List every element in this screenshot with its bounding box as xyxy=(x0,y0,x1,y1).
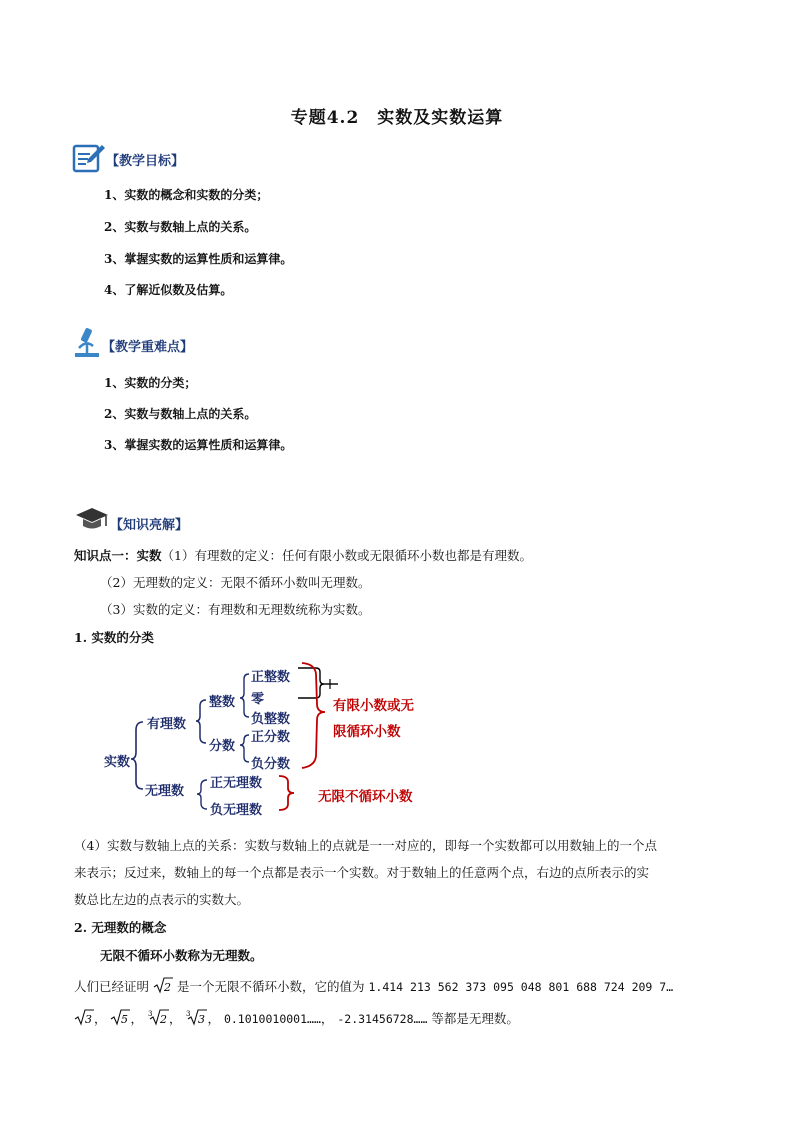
cbrt-3-symbol xyxy=(185,1009,207,1026)
goal-item-4: 4、了解近似数及估算。 xyxy=(104,283,233,297)
keypoint-item-3: 3、掌握实数的运算性质和运算律。 xyxy=(104,438,293,452)
section1-title: 1. 实数的分类 xyxy=(74,630,154,645)
cbrt-2-symbol xyxy=(147,1009,169,1026)
tree-zero: 零 xyxy=(251,692,265,707)
irrational-def: （2）无理数的定义：无限不循环小数叫无理数。 xyxy=(100,575,371,590)
svg-text:3: 3 xyxy=(147,1010,153,1018)
section2-title: 2. 无理数的概念 xyxy=(74,920,167,935)
sqrt2-proof-line xyxy=(74,977,673,995)
tree-root: 实数 xyxy=(104,755,131,770)
goal-item-2: 2、实数与数轴上点的关系。 xyxy=(104,220,257,234)
relation-line-3: 数总比左边的点表示的实数大。 xyxy=(74,892,250,907)
svg-text:2: 2 xyxy=(159,1013,167,1026)
knowledge-heading: 【知识亮解】 xyxy=(110,518,189,533)
example-decimal-1: 0.1010010001…… xyxy=(223,1012,321,1026)
sqrt2-value: 1.414 213 562 373 095 048 801 688 724 209 7… xyxy=(368,980,674,994)
tree-positive-integer: 正整数 xyxy=(251,670,291,685)
keypoint-item-2: 2、实数与数轴上点的关系。 xyxy=(104,407,257,421)
keypoints-heading: 【教学重难点】 xyxy=(102,340,194,355)
sqrt-5-symbol xyxy=(110,1009,130,1026)
irrational-examples-line: 3 ， 5 ， 3 2 ， 3 3 ， 0.1010010001……， -2.31456728…… 等都是无理数。 xyxy=(74,1009,519,1027)
tree-integer: 整数 xyxy=(209,695,236,710)
tree-irrational: 无理数 xyxy=(145,784,185,799)
irrational-definition: 无限不循环小数称为无理数。 xyxy=(100,948,263,963)
tree-negative-irrational: 负无理数 xyxy=(210,803,263,818)
svg-text:3: 3 xyxy=(198,1013,206,1026)
note-finite-line2: 限循环小数 xyxy=(333,724,401,740)
tree-fraction: 分数 xyxy=(209,739,236,754)
real-def: （3）实数的定义：有理数和无理数统称为实数。 xyxy=(100,602,371,617)
tree-negative-integer: 负整数 xyxy=(251,712,291,727)
svg-text:5: 5 xyxy=(121,1013,129,1026)
relation-line-2: 来表示；反过来，数轴上的每一个点都是表示一个实数。对于数轴上的任意两个点，右边的点所表示的实 xyxy=(74,865,650,880)
proof-prefix: 人们已经证明 xyxy=(74,979,150,994)
sqrt-2-symbol xyxy=(153,977,173,994)
tree-positive-fraction: 正分数 xyxy=(251,730,291,745)
kp1-label: 知识点一：实数 xyxy=(74,548,162,563)
page-title: 专题4.2 实数及实数运算 xyxy=(290,108,504,128)
goal-item-3: 3、掌握实数的运算性质和运算律。 xyxy=(104,252,293,266)
relation-line-1: （4）实数与数轴上点的关系：实数与数轴上的点就是一一对应的，即每一个实数都可以用数轴上的一个点 xyxy=(74,838,657,853)
example-decimal-2: -2.31456728…… xyxy=(337,1012,428,1026)
tree-positive-irrational: 正无理数 xyxy=(210,776,263,791)
svg-text:3: 3 xyxy=(186,1010,191,1018)
sqrt-3-symbol xyxy=(74,1009,94,1026)
proof-middle: 是一个无限不循环小数，它的值为 xyxy=(176,979,365,994)
svg-text:3: 3 xyxy=(85,1013,92,1026)
examples-end: 等都是无理数。 xyxy=(431,1011,519,1026)
svg-text:2: 2 xyxy=(164,981,171,994)
tree-negative-fraction: 负分数 xyxy=(251,757,291,772)
note-finite-line1: 有限小数或无 xyxy=(333,698,414,714)
note-infinite: 无限不循环小数 xyxy=(318,789,413,805)
keypoint-item-1: 1、实数的分类； xyxy=(104,376,197,390)
tree-rational: 有理数 xyxy=(147,717,187,732)
goal-item-1: 1、实数的概念和实数的分类； xyxy=(104,188,269,202)
goals-heading: 【教学目标】 xyxy=(106,154,185,169)
kp1-text: （1）有理数的定义：任何有限小数或无限循环小数也都是有理数。 xyxy=(161,548,532,563)
